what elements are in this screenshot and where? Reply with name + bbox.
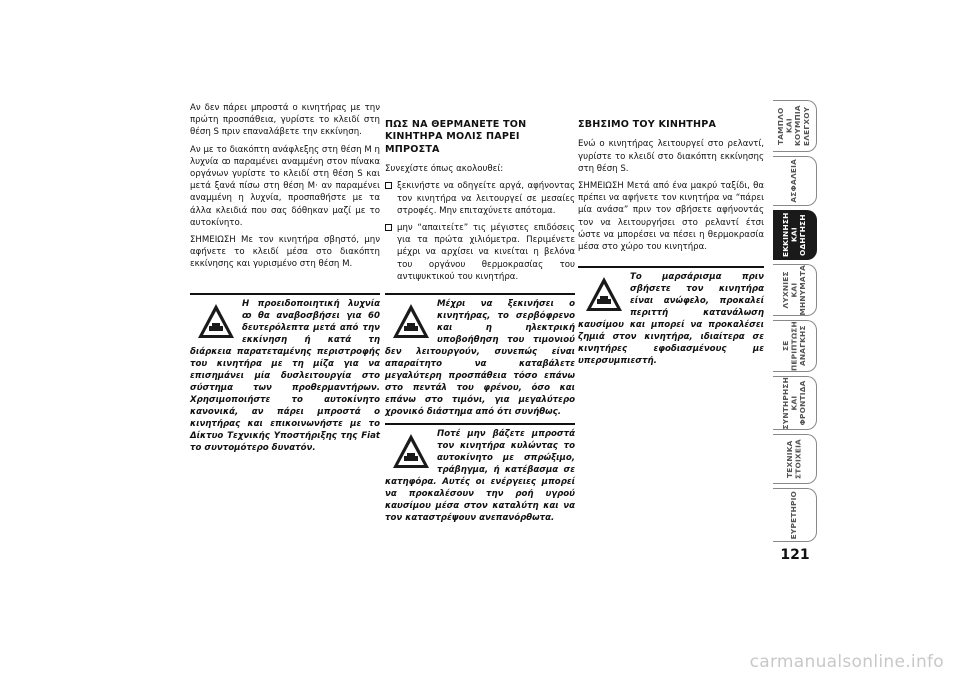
warning-rule — [190, 293, 380, 295]
warning-power-steering — [385, 298, 575, 418]
tab-warning-lights[interactable]: ΛΥΧΝΙΕΣ ΚΑΙ ΜΗΝΥΜΑΤΑ — [773, 264, 817, 316]
heading-engine-stop: ΣΒΗΣΙΜΟ ΤΟΥ ΚΙΝΗΤΗΡΑ — [578, 119, 717, 130]
page-number: 121 — [780, 547, 810, 563]
tab-safety[interactable]: ΑΣΦΑΛΕΙΑ — [773, 156, 817, 206]
warning-triangle-icon — [196, 302, 236, 340]
warning-revving-text: Το μαρσάρισμα πριν σβήσετε τον κινητήρα είναι ανώφελο, προκαλεί περιττή κατανάλωση καυσίμου και μπορεί να προκαλέσει ζημιά στον κινητήρα, ιδιαίτερα σε κινητήρες εφοδιασμένους με υπερσυμπιεστή. — [578, 272, 764, 366]
warning-glow-plug-text: Η προειδοποιητική λυχνία ꝏ θα αναβοσβήσει για 60 δευτερόλεπτα μετά από την εκκίνηση ή κατά τη διάρκεια παρατεταμένης περιστροφής του κινητήρα με τη μίζα για να επισημάνει μία δυσλειτουργία στο σύστημα των προθερμαντήρων. Χρησιμοποιήστε το αυτοκίνητο κανονικά, αν πάρει μπροστά ο κινητήρας και επικοινωνήστε με το Δίκτυο Τεχνικής Υποστήριξης της Fiat το συντομότερο δυνατόν. — [190, 299, 380, 453]
tab-dashboard-controls[interactable]: ΤΑΜΠΛΟ ΚΑΙ ΚΟΥΜΠΙΑ ΕΛΕΓΧΟΥ — [773, 100, 817, 152]
warning-triangle-icon — [584, 275, 624, 313]
column-right — [578, 119, 764, 258]
column-middle — [385, 119, 575, 288]
tab-starting-driving[interactable]: ΕΚΚΙΝΗΣΗ ΚΑΙ ΟΔΗΓΗΣΗ — [773, 210, 817, 260]
warning-rule — [578, 266, 764, 268]
paragraph-stop-instructions: Ενώ ο κινητήρας λειτουργεί στο ρελαντί, γυρίστε το κλειδί στο διακόπτη εκκίνησης στη θέση S. — [578, 139, 764, 174]
watermark: carmanualsonline.info — [749, 652, 944, 672]
paragraph-restart: Αν δεν πάρει μπροστά ο κινητήρας με την πρώτη προσπάθεια, γυρίστε το κλειδί στη θέση S πριν επαναλάβετε την εκκίνηση. — [190, 103, 380, 138]
warning-push-start — [385, 428, 575, 524]
warning-glow-plug — [190, 298, 380, 454]
warning-rule — [385, 293, 575, 295]
warning-rule — [385, 423, 575, 425]
warning-triangle-icon — [391, 432, 431, 470]
paragraph-note-idle: ΣΗΜΕΙΩΣΗ Μετά από ένα μακρύ ταξίδι, θα πρέπει να αφήνετε τον κινητήρα να “πάρει μία ανάσα” πριν τον σβήσετε αφήνοντάς τον να λειτουργήσει στο ρελαντί έτσι ώστε να μπορέσει να πέσει η θερμοκρασία μέσα στο χώρο του κινητήρα. — [578, 181, 764, 253]
list-item: ξεκινήστε να οδηγείτε αργά, αφήνοντας τον κινητήρα να λειτουργεί σε μεσαίες στροφές. Μην επιταχύνετε απότομα. — [385, 180, 575, 217]
tab-maintenance[interactable]: ΣΥΝΤΗΡΗΣΗ ΚΑΙ ΦΡΟΝΤΙΔΑ — [773, 376, 817, 430]
paragraph-glow-lamp: Αν με το διακόπτη ανάφλεξης στη θέση M η λυχνία ꝏ παραμένει αναμμένη στον πίνακα οργάνων γυρίστε το κλειδί στη θέση S και μετά ξανά πίσω στη θέση M· αν παραμένει αναμμένη η λυχνία, προσπαθήστε με τα άλλα κλειδιά που σας δόθηκαν μαζί με το αυτοκίνητο. — [190, 144, 380, 228]
tab-index[interactable]: ΕΥΡΕΤΗΡΙΟ — [773, 488, 817, 542]
warning-push-start-text: Ποτέ μην βάζετε μπροστά τον κινητήρα κυλώντας το αυτοκίνητο με σπρώξιμο, τράβηγμα, ή κατέβασμα σε κατηφόρα. Αυτές οι ενέργειες μπορεί να προκαλέσουν την ροή υγρού καυσίμου μέσα στον καταλύτη και να τον καταστρέψουν ανεπανόρθωτα. — [385, 429, 575, 523]
paragraph-note-key: ΣΗΜΕΙΩΣΗ Με τον κινητήρα σβηστό, μην αφήνετε το κλειδί μέσα στο διακόπτη εκκίνησης και γυρισμένο στη θέση M. — [190, 235, 380, 270]
tab-technical-data[interactable]: ΤΕΧΝΙΚΑ ΣΤΟΙΧΕΙΑ — [773, 434, 817, 484]
paragraph-intro: Συνεχίστε όπως ακολουθεί: — [385, 164, 504, 175]
checkbox-bullet-icon — [385, 224, 392, 231]
warning-power-steering-text: Μέχρι να ξεκινήσει ο κινητήρας, το σερβόφρενο και η ηλεκτρική υποβοήθηση του τιμονιού δεν λειτουργούν, συνεπώς είναι απαραίτητο να καταβάλετε μεγαλύτερη προσπάθεια τόσο επάνω στο πεντάλ του φρένου, όσο και επάνω στο τιμόνι, για μεγαλύτερο χρονικό διάστημα από ότι συνήθως. — [385, 299, 575, 417]
column-left — [190, 102, 380, 276]
heading-warm-up: ΠΩΣ ΝΑ ΘΕΡΜΑΝΕΤΕ ΤΟΝ ΚΙΝΗΤΗΡΑ ΜΟΛΙΣ ΠΑΡΕΙ ΜΠΡΟΣΤΑ — [385, 119, 527, 155]
tab-emergency[interactable]: ΣΕ ΠΕΡΙΠΤΩΣΗ ΑΝΑΓΚΗΣ — [773, 320, 817, 372]
list-item: μην “απαιτείτε” τις μέγιστες επιδόσεις για τα πρώτα χιλιόμετρα. Περιμένετε μέχρι να αρχίσει να κινείται η βελόνα του οργάνου θερμοκρασίας του αντιψυκτικού του κινητήρα. — [385, 222, 575, 283]
checkbox-bullet-icon — [385, 182, 392, 189]
warning-triangle-icon — [391, 302, 431, 340]
warning-revving — [578, 271, 764, 367]
